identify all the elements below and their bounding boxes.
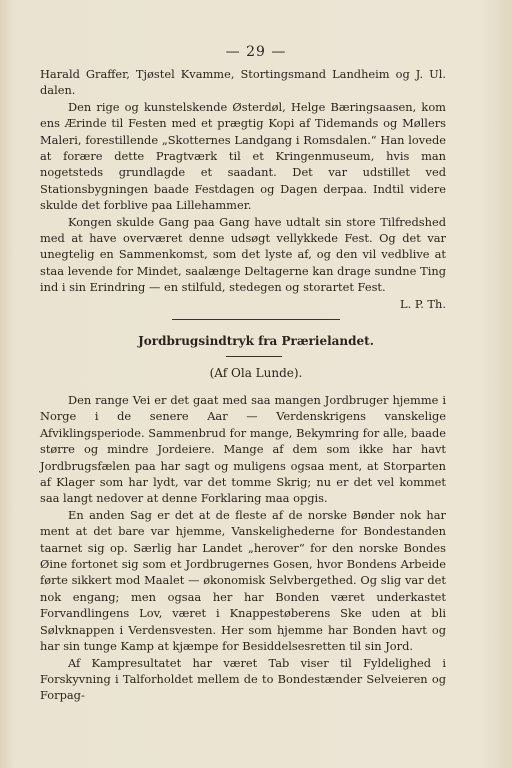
paragraph: Den range Vei er det gaat med saa mangen Jordbruger hjemme i Norge i de senere Aar — Verdenskrigens vanskelige Afviklingsperiode. Sammenbrud for mange, Bekymring for alle, baade større og mindre Jordeiere. Mange af dem som ikke har havt Jordbrugsfælen paa har sagt og muligens ogsaa ment, at Storparten af Klager som har lydt, var det tomme Skrig; nu er det vel kommet saa langt nedover at denne Forklaring maa opgis. [40,393,446,506]
paragraph: Harald Graffer, Tjøstel Kvamme, Stortingsmand Landheim og J. Ul. dalen. [40,67,446,98]
paragraph: En anden Sag er det at de fleste af de norske Bønder nok har ment at det bare var hjemme, Vanskelighederne for Bondestanden taarnet sig op. Særlig har Landet „herover“ for den norske Bondes Øine fortonet sig som et Jordbrugernes Gosen, hvor Bondens Arbeide førte sikkert mod Maalet — økonomisk Selvbergethed. Og slig var det nok engang; men ogsaa her har Bonden været underkastet Forvandlingens Lov, været i Knappestøberens Ske uden at bli Sølvknappen i Verdensvesten. Her som hjemme har Bonden havt og har sin tunge Kamp at kjæmpe for Besiddelsesretten til sin Jord. [40,507,446,654]
paragraph: Kongen skulde Gang paa Gang have udtalt sin store Tilfredshed med at have overværet denne udsøgt vellykkede Fest. Og det var unegtelig en Sammenkomst, som det lyste af, og den vil vedblive at staa levende for Mindet, saalænge Deltagerne kan drage sundne Ting ind i sin Erindring — en stilfuld, stedegen og storartet Fest. [40,214,446,295]
section-divider [172,319,340,320]
page-number: — 29 — [225,44,287,60]
section-2-body [40,392,446,704]
paragraph: Af Kampresultatet har været Tab viser til Fyldelighed i Forskyvning i Talforholdet mellem de to Bondestænder Selveieren og Forpag- [40,655,446,703]
article-title: Jordbrugsindtryk fra Prærielandet. [138,334,374,348]
title-underline [226,356,282,357]
section-1-body [40,66,446,312]
signature: L. P. Th. [400,296,446,311]
signature-line [40,296,446,312]
paragraph: Den rige og kunstelskende Østerdøl, Helge Bæringsaasen, kom ens Ærinde til Festen med et prægtig Kopi af Tidemands og Møllers Maleri, forestillende „Skotternes Landgang i Romsdalen.“ Han lovede at forære dette Pragtværk til et Kringenmuseum, hvis man nogetsteds grundlagde et saadant. Det var udstillet ved Stationsbygningen baade Festdagen og Dagen derpaa. Indtil videre skulde det forblive paa Lillehammer. [40,99,446,213]
article-byline: (Af Ola Lunde). [209,366,303,380]
